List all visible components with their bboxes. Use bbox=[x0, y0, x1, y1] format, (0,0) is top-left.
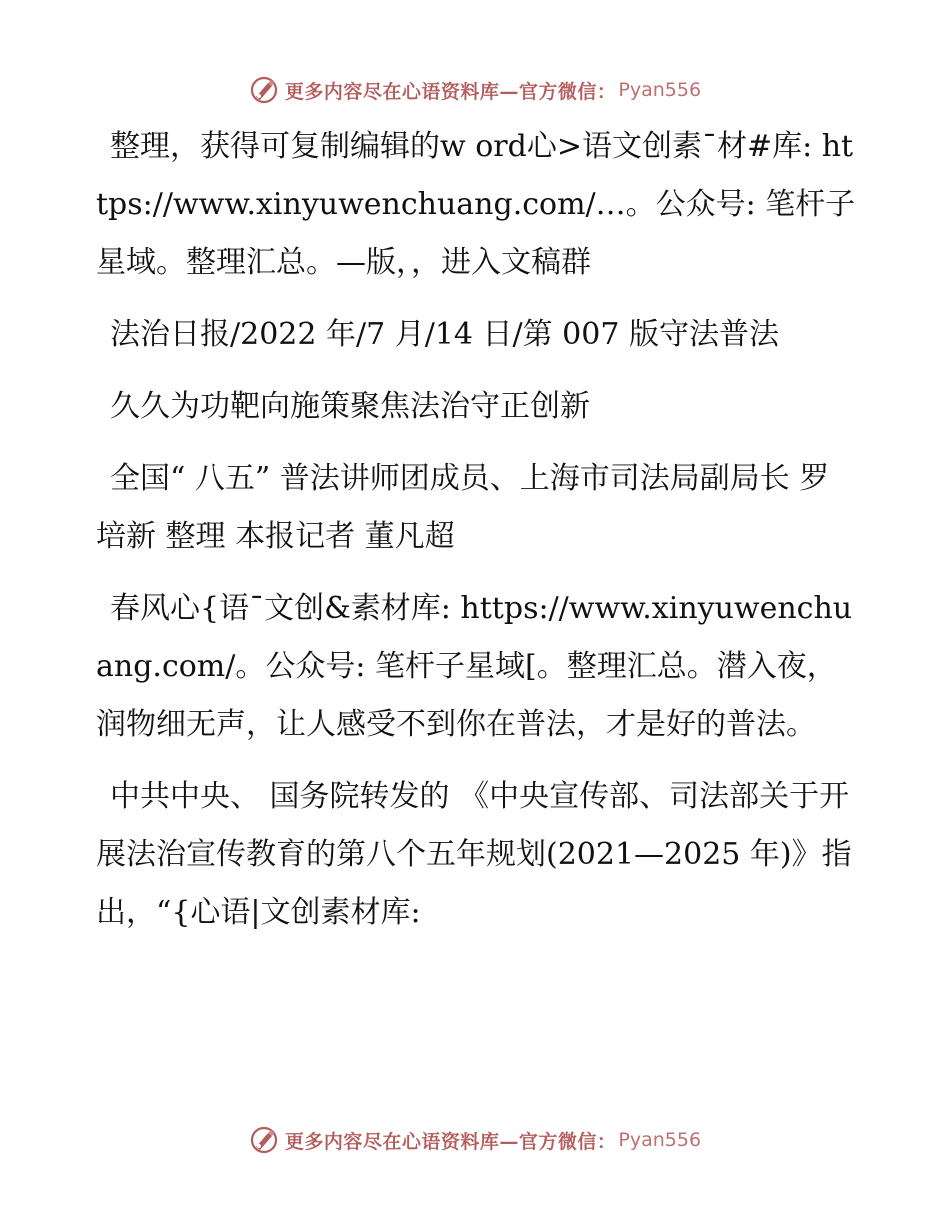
promo-text: 更多内容尽在心语资料库—官方微信： bbox=[284, 1130, 617, 1153]
pen-logo-icon bbox=[249, 75, 279, 105]
paragraph-byline: 全国“ 八五” 普法讲师团成员、上海市司法局副局长 罗培新 整理 本报记者 董凡超 bbox=[96, 461, 830, 554]
header-banner bbox=[0, 70, 950, 110]
paragraph-intro: 整理，获得可复制编辑的w ord心>语文创素¯材#库: https://www.xinyuwenchuang.com/…。公众号: 笔杆子星域。整理汇总。—版，，进入文稿群 bbox=[96, 129, 856, 280]
paragraph-body-2: 中共中央、 国务院转发的 《中央宣传部、司法部关于开展法治宣传教育的第八个五年规划(2021—2025 年)》指出，“{心语|文创素材库: bbox=[96, 779, 852, 930]
wechat-id: Pyan556 bbox=[618, 79, 702, 101]
pen-logo-icon bbox=[249, 1125, 279, 1155]
article-title: 久久为功靶向施策聚焦法治守正创新 bbox=[110, 389, 590, 424]
footer-banner bbox=[0, 1120, 950, 1160]
paragraph-source: 法治日报/2022 年/7 月/14 日/第 007 版守法普法 bbox=[110, 317, 779, 352]
promo-text: 更多内容尽在心语资料库—官方微信： bbox=[284, 80, 617, 103]
wechat-id: Pyan556 bbox=[618, 1129, 702, 1151]
paragraph-body-1: 春风心{语¯文创&素材库: https://www.xinyuwenchuang.com/。公众号: 笔杆子星域[。整理汇总。潜入夜，润物细无声，让人感受不到你在普法，才是好的普法。 bbox=[96, 591, 853, 742]
document-body bbox=[96, 118, 856, 956]
